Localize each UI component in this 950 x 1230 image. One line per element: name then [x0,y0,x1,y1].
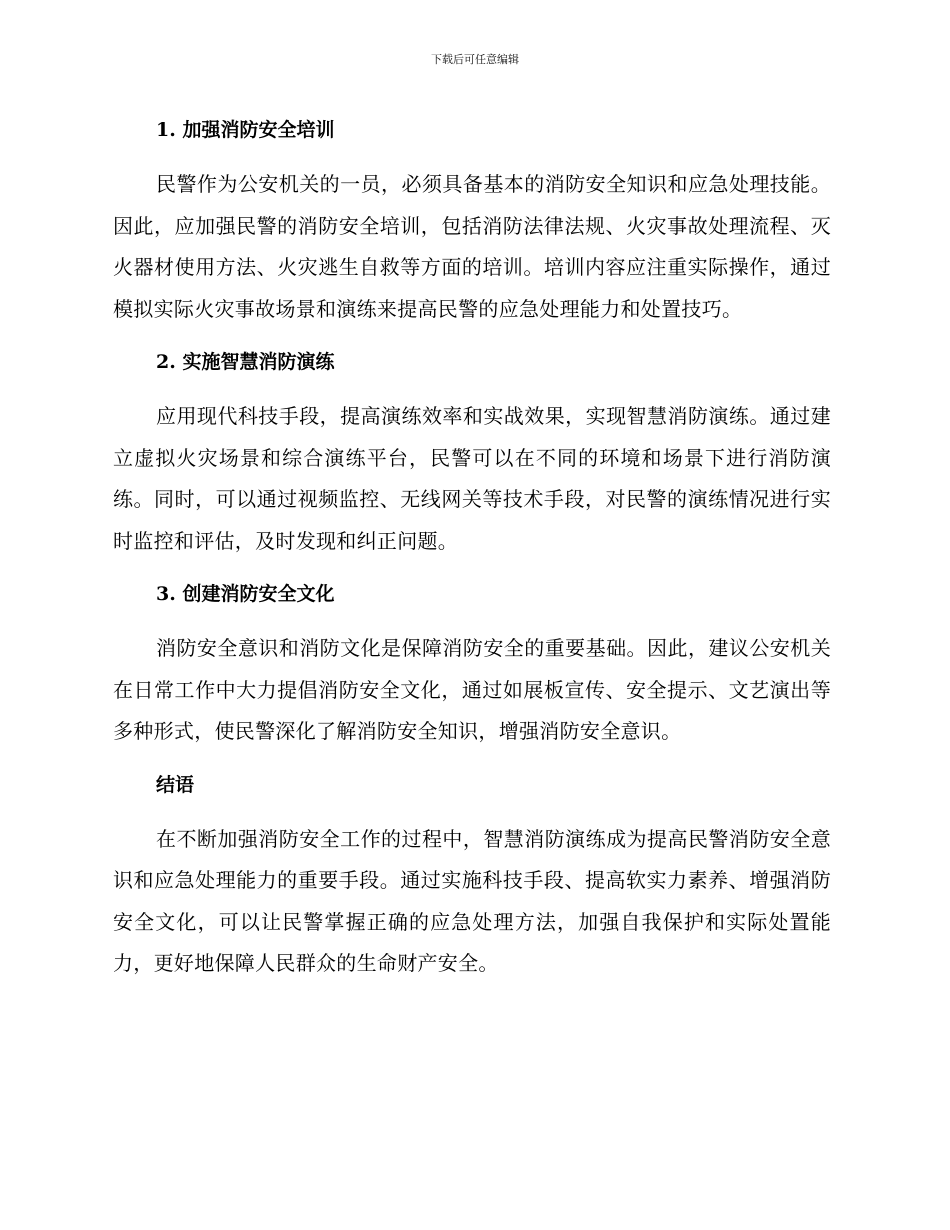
section-heading-3: 3. 创建消防安全文化 [156,583,335,605]
section-paragraph-1: 民警作为公安机关的一员，必须具备基本的消防安全知识和应急处理技能。因此，应加强民警的消防安全培训，包括消防法律法规、火灾事故处理流程、灭火器材使用方法、火灾逃生自救等方面的培训。培训内容应注重实际操作，通过模拟实际火灾事故场景和演练来提高民警的应急处理能力和处置技巧。 [113,172,831,321]
page-header: 下载后可任意编辑 [431,53,519,66]
section-heading-2: 2. 实施智慧消防演练 [156,351,335,373]
section-paragraph-3: 消防安全意识和消防文化是保障消防安全的重要基础。因此，建议公安机关在日常工作中大力提倡消防安全文化，通过如展板宣传、安全提示、文艺演出等多种形式，使民警深化了解消防安全知识，增强消防安全意识。 [113,636,831,743]
conclusion-paragraph: 在不断加强消防安全工作的过程中，智慧消防演练成为提高民警消防安全意识和应急处理能力的重要手段。通过实施科技手段、提高软实力素养、增强消防安全文化，可以让民警掌握正确的应急处理方法，加强自我保护和实际处置能力，更好地保障人民群众的生命财产安全。 [113,826,831,975]
section-heading-1: 1. 加强消防安全培训 [156,119,335,141]
section-paragraph-2: 应用现代科技手段，提高演练效率和实战效果，实现智慧消防演练。通过建立虚拟火灾场景和综合演练平台，民警可以在不同的环境和场景下进行消防演练。同时，可以通过视频监控、无线网关等技术手段，对民警的演练情况进行实时监控和评估，及时发现和纠正问题。 [113,404,831,553]
conclusion-heading: 结语 [156,773,195,796]
document-body [113,110,831,985]
